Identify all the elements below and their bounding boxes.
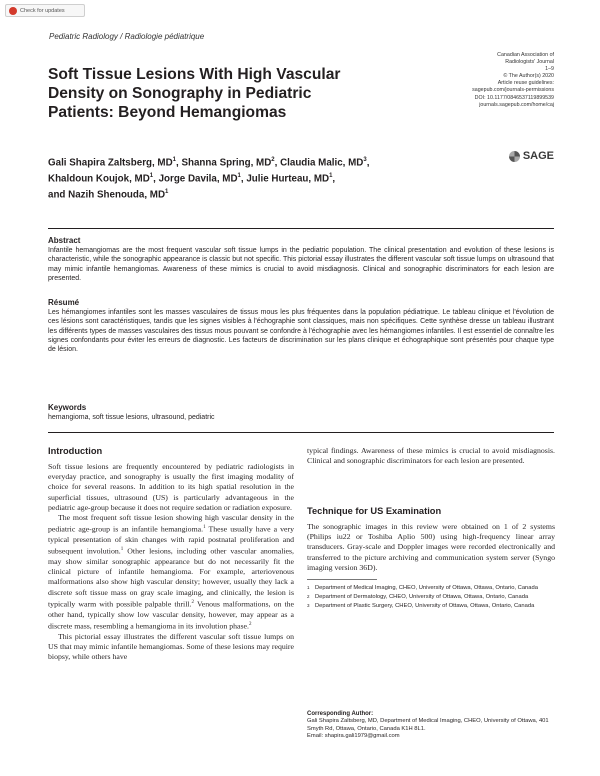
introduction-continued (307, 446, 555, 466)
update-check-icon (9, 7, 17, 15)
technique-heading: Technique for US Examination (307, 506, 442, 516)
introduction-body (48, 462, 294, 662)
author-separator: , (153, 173, 159, 185)
abstract-bottom-rule (48, 432, 554, 433)
author-affiliation-ref: 1 (329, 172, 333, 179)
journal-info-line: journals.sagepub.com/home/caj (479, 101, 554, 108)
author-name: Claudia Malic, MD (280, 157, 364, 169)
corresponding-author-address: Gali Shapira Zaltsberg, MD, Department of Medical Imaging, CHEO, University of Ottawa, 401 Smyth Rd, Ottawa, Ontario, Canada K1H 8L1. (307, 718, 549, 732)
abstract-top-rule (48, 228, 554, 229)
affiliation-item (307, 585, 555, 593)
abstract-text: Infantile hemangiomas are the most frequent vascular soft tissue lumps in the pediatric population. The clinical presentation and evolution of these lesions is characteristic, while the sonographic appearance is classic but not specific. This pictorial essay illustrates the different vascular soft tissue lumps on ultrasound that may mimic infantile hemangiomas. Awareness of these mimics is crucial to avoid misdiagnosis. Clinical and sonographic discriminators for each lesion are presented. (48, 247, 554, 282)
affiliation-text: Department of Plastic Surgery, CHEO, University of Ottawa, Ottawa, Ontario, Canada (315, 603, 535, 609)
footnote-rule (307, 579, 377, 580)
intro-text: Venous malformations, on the other hand, typically show low vascular density, however, may appear as a discrete mass, resembling a hemangioma in its involution phase. (48, 599, 295, 631)
author-affiliation-ref: 1 (149, 172, 154, 179)
author-separator: , (366, 157, 370, 169)
author-affiliation-ref: 1 (165, 188, 169, 195)
citation-ref: 2 (191, 599, 195, 605)
author-name: Gali Shapira Zaltsberg, MD (48, 157, 173, 169)
journal-info-line: 1–9 (545, 66, 554, 73)
author-affiliation-ref: 1 (237, 172, 241, 179)
keywords-heading: Keywords (48, 403, 87, 412)
intro-paragraph-2 (48, 513, 294, 632)
affiliations (307, 585, 555, 612)
sage-logo-icon (509, 151, 520, 162)
affiliation-number: 3 (307, 603, 310, 608)
journal-info-line: Article reuse guidelines: (497, 80, 554, 87)
citation-ref: 1 (120, 547, 124, 553)
author-name: Jorge Davila, MD (158, 173, 238, 185)
author-list (48, 154, 418, 202)
intro-text: The most frequent soft tissue lesion showing high vascular density in the pediatric age-group is an infantile hemangioma. (48, 513, 294, 534)
resume-text: Les hémangiomes infantiles sont les masses vasculaires de tissus mous les plus fréquentes dans la population pédiatrique. Le tableau clinique et l'évolution de ces lésions sont caractéristiques, tandis que les signes visibles à l'échographie sont classiques, mais non spécifiques. Cette synthèse dresse un tableau illustrant les différents types de masses vasculaires des tissus mous pouvant se confondre à l'échographie avec les hémangiomes infantiles. Il est essentiel de connaître les signes confondants pour éviter les erreurs de diagnostic. Les facteurs de discrimination sur les plans clinique et échographique sont présentés pour chaque type de lésion. (48, 309, 554, 354)
publisher-name: SAGE (522, 150, 554, 162)
intro-continued-text: typical findings. Awareness of these mimics is crucial to avoid misdiagnosis. Clinical and sonographic discriminators for each lesion are presented. (307, 446, 555, 466)
author-separator: , (274, 157, 281, 169)
affiliation-number: 2 (307, 594, 310, 599)
journal-info (444, 52, 554, 109)
publisher-logo (509, 150, 554, 162)
running-head: Pediatric Radiology / Radiologie pédiatrique (49, 32, 205, 41)
author-separator: , (332, 173, 336, 185)
citation-ref: 1 (203, 525, 206, 531)
corresponding-author (307, 711, 555, 740)
check-for-updates-badge[interactable] (5, 4, 85, 17)
author-name: Khaldoun Koujok, MD (48, 173, 150, 185)
author-separator: , (240, 173, 247, 185)
intro-paragraph-1: Soft tissue lesions are frequently encountered by pediatric radiologists in everyday practice, and sonography is usually the first imaging modality of choice for several reasons. In addition to its high spatial resolution in the superficial tissues, ultrasound (US) is particularly advantageous in the pediatric age-group because it does not require sedation or radiation exposure. (48, 462, 294, 512)
journal-info-line: Canadian Association of (497, 52, 554, 58)
author-separator: , (176, 157, 182, 169)
affiliation-text: Department of Dermatology, CHEO, University of Ottawa, Ottawa, Ontario, Canada (315, 594, 529, 600)
affiliation-text: Department of Medical Imaging, CHEO, University of Ottawa, Ottawa, Ontario, Canada (315, 585, 538, 591)
author-name: and Nazih Shenouda, MD (48, 188, 166, 200)
journal-info-line: © The Author(s) 2020 (503, 73, 554, 80)
author-name: Shanna Spring, MD (181, 157, 272, 169)
badge-label: Check for updates (20, 7, 65, 14)
affiliation-number: 1 (307, 585, 310, 590)
introduction-heading: Introduction (48, 446, 103, 456)
author-affiliation-ref: 3 (363, 157, 367, 163)
technique-text: The sonographic images in this review were obtained on 1 of 2 systems (Philips iu22 or Toshiba Aplio 500) using high-frequency linear array transducers. Gray-scale and Doppler images were recorded electronically and transferred to the picture archiving and communication system server (Syngo imaging version 36D). (307, 522, 555, 572)
abstract-heading: Abstract (48, 236, 81, 245)
intro-text: Other lesions, including other vascular anomalies, may show similar sonographic appearance but do not necessarily fit the clinical picture of infantile hemangioma. For example, arteriovenous malformations also show high vascular density; however, usually they lack a discrete soft tissue mass on gray scale imaging, and clinically, the lesion is typically warm with possible palpable thrill. (48, 546, 295, 609)
affiliation-item (307, 603, 555, 611)
author-name: Julie Hurteau, MD (246, 173, 330, 185)
affiliation-item (307, 594, 555, 602)
journal-info-line: Radiologists' Journal (505, 59, 554, 66)
corresponding-author-email[interactable]: Email: shapira.gali1979@gmail.com (307, 732, 400, 739)
journal-info-line: sagepub.com/journals-permissions (472, 87, 554, 94)
keywords-text: hemangioma, soft tissue lesions, ultrasound, pediatric (48, 414, 215, 421)
article-title: Soft Tissue Lesions With High Vascular Density on Sonography in Pediatric Patients: Beyond Hemangiomas (48, 66, 341, 121)
author-affiliation-ref: 2 (271, 157, 275, 163)
intro-text: These usually have a very typical presentation of skin changes with rapid postnatal proliferation and subsequent involution. (48, 524, 295, 556)
journal-info-line: DOI: 10.1177/0846537119899539 (474, 94, 554, 101)
intro-paragraph-3: This pictorial essay illustrates the different vascular soft tissue lumps on US that may mimic infantile hemangiomas. Some of these lesions may require biopsy, while others have (48, 631, 294, 662)
author-affiliation-ref: 1 (172, 157, 177, 163)
corresponding-author-heading: Corresponding Author: (307, 711, 374, 717)
citation-ref: 2 (248, 621, 252, 627)
resume-heading: Résumé (48, 298, 80, 307)
technique-body (307, 522, 555, 573)
